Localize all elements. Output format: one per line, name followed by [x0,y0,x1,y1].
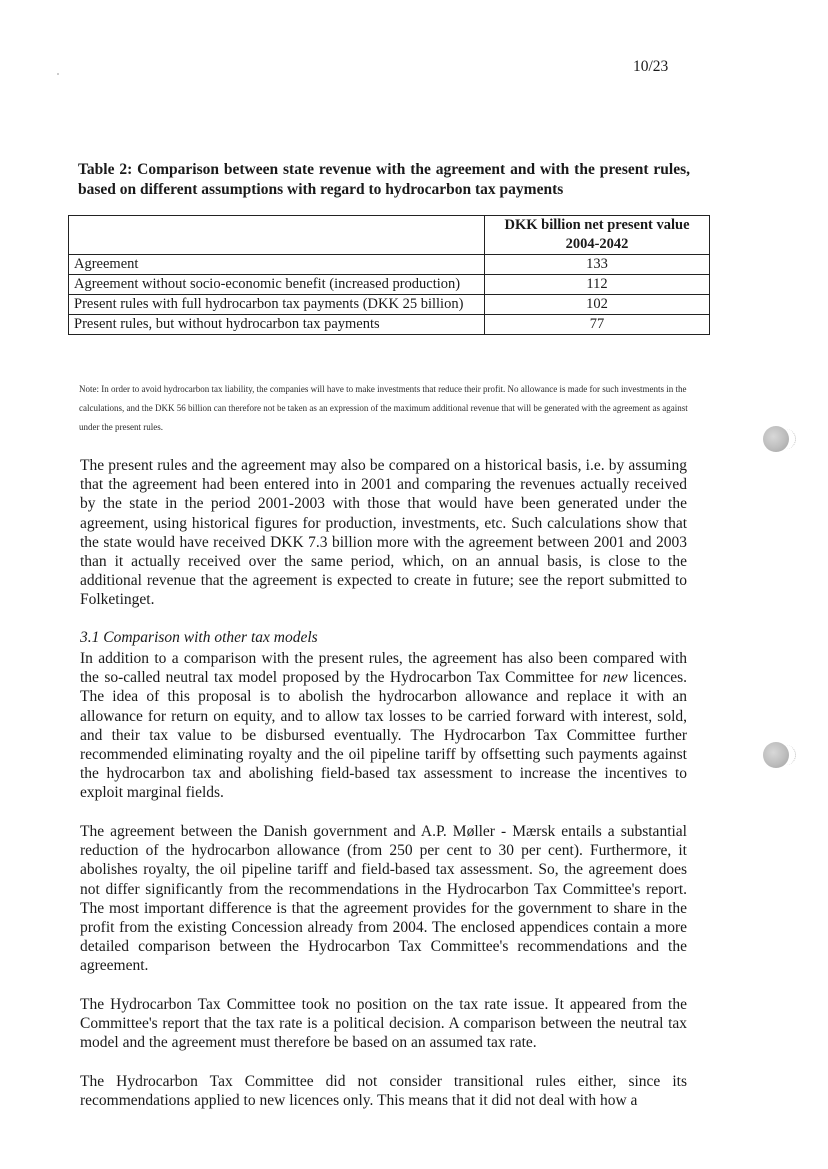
paragraph-tax-rate: The Hydrocarbon Tax Committee took no position on the tax rate issue. It appeared from the Committee's report that the tax rate is a political decision. A comparison between the neutral tax model and the agreement must therefore be based on an assumed tax rate. [80,996,687,1052]
row-label: Agreement [69,255,485,275]
paragraph-neutral-tax-model [80,649,687,803]
punch-hole-mark [763,426,789,452]
paragraph-transitional-rules: The Hydrocarbon Tax Committee did not consider transitional rules either, since its recommendations applied to new licences only. This means that it did not deal with how a [80,1073,687,1110]
row-label: Agreement without socio-economic benefit (increased production) [69,275,485,295]
comparison-table [68,215,710,335]
emphasis-text: new [602,669,628,687]
table-header-line2: 2004-2042 [565,236,629,252]
row-value: 133 [485,255,710,275]
row-label: Present rules, but without hydrocarbon tax payments [69,315,485,335]
table-row [69,315,710,335]
table-header-row [69,216,710,255]
row-label: Present rules with full hydrocarbon tax payments (DKK 25 billion) [69,295,485,315]
table-header-empty-cell [69,216,485,255]
table-note: Note: In order to avoid hydrocarbon tax liability, the companies will have to make investments that reduce their profit. No allowance is made for such investments in the calculations, and the DKK 56 billion can therefore not be taken as an expression of the maximum additional revenue that will be generated with the agreement as against under the present rules. [79,384,688,432]
table-header-cell [485,216,710,255]
punch-hole-mark [763,742,789,768]
table-caption: Table 2: Comparison between state revenue with the agreement and with the present rules, based on different assumptions with regard to hydrocarbon tax payments [78,161,690,198]
paragraph-historical-comparison: The present rules and the agreement may also be compared on a historical basis, i.e. by assuming that the agreement had been entered into in 2001 and comparing the revenues actually received by the state in the period 2001-2003 with those that would have been generated under the agreement, using historical figures for production, investments, etc. Such calculations show that the state would have received DKK 7.3 billion more with the agreement between 2001 and 2003 than it actually received over the same period, which, on an annual basis, is close to the additional revenue that the agreement is expected to create in future; see the report submitted to Folketinget. [80,457,687,609]
page-number: 10/23 [633,58,669,75]
paragraph-agreement-details: The agreement between the Danish government and A.P. Møller - Mærsk entails a substantial reduction of the hydrocarbon allowance (from 250 per cent to 30 per cent). Furthermore, it abolishes royalty, the oil pipeline tariff and field-based tax assessment. So, the agreement does not differ significantly from the recommendations in the Hydrocarbon Tax Committee's report. The most important difference is that the agreement provides for the government to share in the profit from the existing Concession already from 2004. The enclosed appendices contain a more detailed comparison between the Hydrocarbon Tax Committee's recommendations and the agreement. [80,823,687,975]
row-value: 77 [485,315,710,335]
paragraph-text: licences. The idea of this proposal is to abolish the hydrocarbon allowance and replace it with an allowance for return on equity, and to allow tax losses to be carried forward with interest, sold, and their tax value to be disbursed eventually. The Hydrocarbon Tax Committee further recommended eliminating royalty and the oil pipeline tariff by offsetting such payments against the hydrocarbon tax and abolishing field-based tax assessment to increase the incentives to exploit marginal fields. [80,669,687,802]
table-header-line1: DKK billion net present value [504,217,690,233]
table-row [69,255,710,275]
table-row [69,275,710,295]
scan-speck [57,73,59,75]
section-heading: 3.1 Comparison with other tax models [80,629,318,646]
row-value: 102 [485,295,710,315]
table-row [69,295,710,315]
paragraph-text: In addition to a comparison with the present rules, the agreement has also been compared with the so-called neutral tax model proposed by the Hydrocarbon Tax Committee for [80,650,687,687]
row-value: 112 [485,275,710,295]
